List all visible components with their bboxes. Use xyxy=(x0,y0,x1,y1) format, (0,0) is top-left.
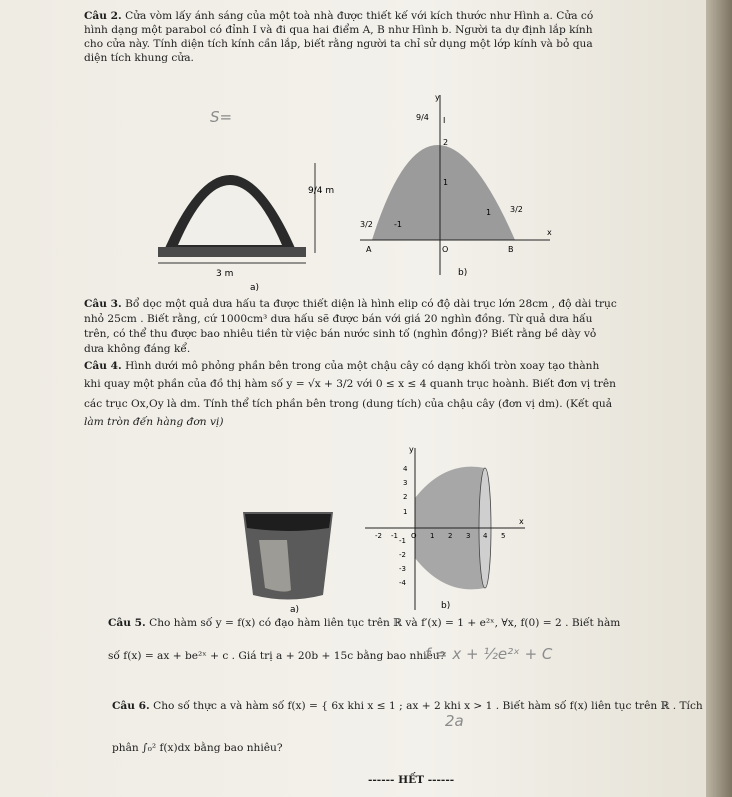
q2-line-4: diện tích khung cửa. xyxy=(84,52,194,64)
q4-b-ytick-neg1: -1 xyxy=(399,537,406,545)
q2-b-label-x1: 1 xyxy=(486,208,492,217)
q4-b-xtick-neg2: -2 xyxy=(375,532,382,540)
q6-line-2: phân ∫₀² f(x)dx bằng bao nhiêu? xyxy=(112,742,283,754)
q4-figure-b xyxy=(355,440,535,615)
q4-a-caption: a) xyxy=(290,605,300,615)
q2-b-label-o: O xyxy=(442,245,449,254)
handwritten-s-note: S= xyxy=(210,108,233,126)
q4-b-xtick-5: 5 xyxy=(501,532,506,540)
q4-figure-a xyxy=(235,500,355,620)
footer-end-marker: ------ HẾT ------ xyxy=(368,774,455,786)
q4-b-ytick-3: 3 xyxy=(403,479,408,487)
q3-line-1: Câu 3. Bổ dọc một quả dưa hấu ta được thiết diện là hình elip có độ dài trục lớn 28cm , độ dài trục xyxy=(84,298,617,310)
q4-b-axis-y: y xyxy=(409,445,414,454)
q2-line-2: hình dạng một parabol có đỉnh I và đi qua hai điểm A, B như Hình b. Người ta dự định lắp kính xyxy=(84,24,593,36)
q2-b-label-b: B xyxy=(508,245,514,254)
q4-b-axis-x: x xyxy=(519,517,524,526)
q4-line-4: làm tròn đến hàng đơn vị) xyxy=(84,416,224,428)
q4-b-xtick-3: 3 xyxy=(466,532,471,540)
q2-line-1: Câu 2. Cửa vòm lấy ánh sáng của một toà nhà được thiết kế với kích thước như Hình a. Cửa có xyxy=(84,10,594,22)
q2-b-label-x: x xyxy=(547,228,552,237)
q4-b-ytick-neg3: -3 xyxy=(399,565,406,573)
handwritten-q6-work: 2a xyxy=(445,712,464,730)
q2-a-caption: a) xyxy=(250,283,260,293)
q4-line-3: các trục Ox,Oy là dm. Tính thể tích phần bên trong (dung tích) của chậu cây (đơn vị dm). (Kết quả xyxy=(84,398,613,410)
q2-b-label-a: A xyxy=(366,245,372,254)
q2-b-caption: b) xyxy=(458,268,468,278)
q4-b-xtick-4: 4 xyxy=(483,532,488,540)
q4-b-xtick-neg1: -1 xyxy=(391,532,398,540)
q4-line-2: khi quay một phần của đồ thị hàm số y = √x + 3/2 với 0 ≤ x ≤ 4 quanh trục hoành. Biết đơn vị trên xyxy=(84,378,616,390)
q2-figure-b xyxy=(350,90,570,285)
q4-b-ytick-4: 4 xyxy=(403,465,408,473)
q4-b-ytick-neg2: -2 xyxy=(399,551,406,559)
q4-b-xtick-1: 1 xyxy=(430,532,435,540)
q4-b-ytick-1: 1 xyxy=(403,508,408,516)
q5-line-2: số f(x) = ax + be²ˣ + c . Giá trị a + 20b + 15c bằng bao nhiêu? xyxy=(108,650,446,662)
q2-b-label-3-2-right: 3/2 xyxy=(510,205,523,214)
q3-line-2: nhỏ 25cm . Biết rằng, cứ 1000cm³ dưa hấu sẽ được bán với giá 20 nghìn đồng. Từ quả dưa hấu xyxy=(84,313,593,325)
handwritten-q5-work: f = x + ½e²ˣ + C xyxy=(425,645,553,663)
q3-line-3: trên, có thể thu được bao nhiêu tiền từ việc bán nước sinh tố (nghìn đồng)? Biết rằng bề dày vỏ xyxy=(84,328,597,340)
q6-line-1: Câu 6. Cho số thực a và hàm số f(x) = { 6x khi x ≤ 1 ; ax + 2 khi x > 1 . Biết hàm số f(x) liên tục trên ℝ . Tích xyxy=(112,700,703,712)
q2-b-label-2: 2 xyxy=(443,138,449,147)
q4-b-ytick-2: 2 xyxy=(403,493,408,501)
q2-a-height-label: 9/4 m xyxy=(308,186,335,196)
q2-b-label-3-2-left: 3/2 xyxy=(360,220,373,229)
q2-b-label-neg1: -1 xyxy=(394,220,402,229)
q2-line-3: cho cửa này. Tính diện tích kính cần lắp, biết rằng người ta chỉ sử dụng một lớp kính và bỏ qua xyxy=(84,38,593,50)
page-edge-shadow xyxy=(706,0,732,797)
q4-b-xtick-o: O xyxy=(411,532,417,540)
q4-b-ytick-neg4: -4 xyxy=(399,579,406,587)
q4-line-1: Câu 4. Hình dưới mô phỏng phần bên trong của một chậu cây có dạng khối tròn xoay tạo thành xyxy=(84,360,600,372)
q4-b-xtick-2: 2 xyxy=(448,532,453,540)
q2-b-label-1: 1 xyxy=(443,178,449,187)
q2-a-width-label: 3 m xyxy=(216,269,234,279)
q5-line-1: Câu 5. Cho hàm số y = f(x) có đạo hàm liên tục trên ℝ và f′(x) = 1 + e²ˣ, ∀x, f(0) = 2 . Biết hàm xyxy=(108,617,621,629)
q3-line-4: dưa không đáng kể. xyxy=(84,343,191,355)
q2-b-label-9-4: 9/4 xyxy=(416,113,429,122)
q2-b-label-i: I xyxy=(443,116,446,125)
q4-b-caption: b) xyxy=(441,601,451,611)
q2-figure-a xyxy=(150,135,350,295)
q2-b-label-y: y xyxy=(435,93,440,102)
